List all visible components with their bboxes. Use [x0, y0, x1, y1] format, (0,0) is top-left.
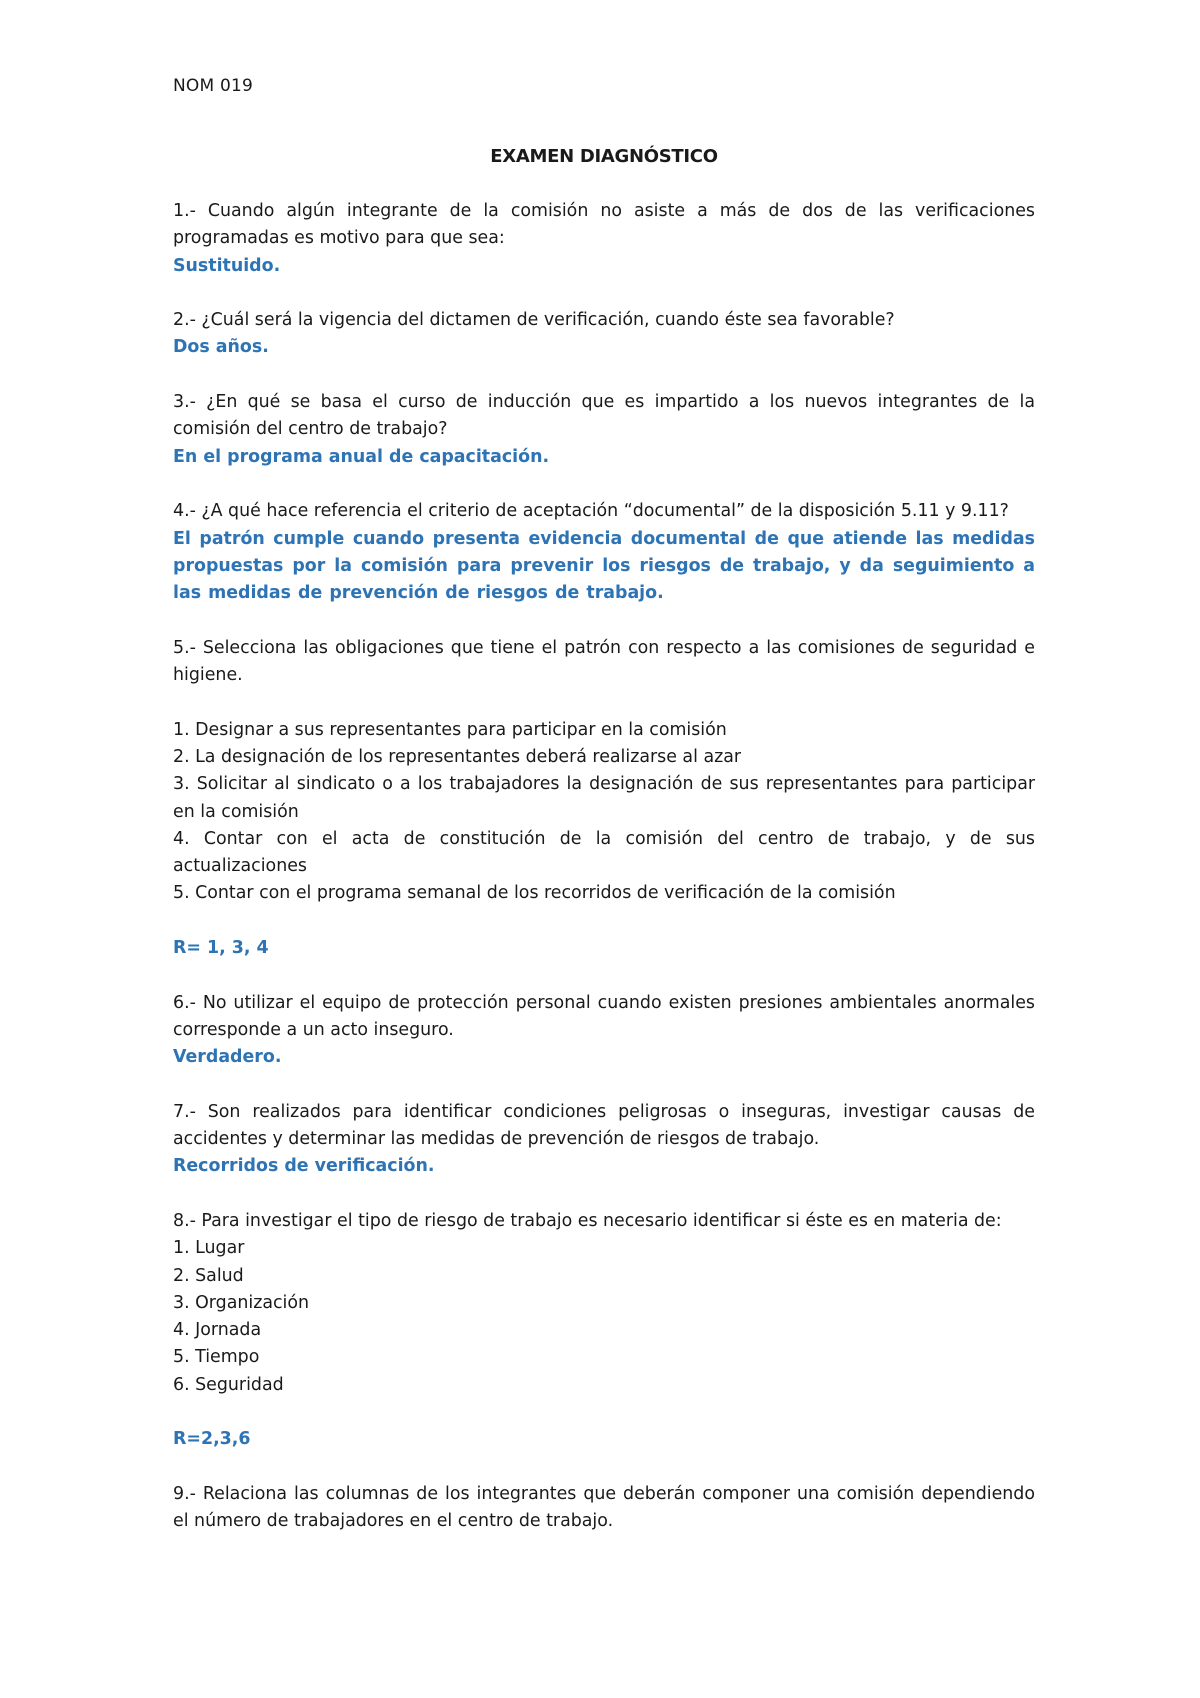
question-2: 2.- ¿Cuál será la vigencia del dictamen de verificación, cuando éste sea favorable? [173, 310, 895, 331]
document-header: NOM 019 [173, 76, 254, 96]
question-8: 8.- Para investigar el tipo de riesgo de trabajo es necesario identificar si éste es en materia de: [173, 1210, 1002, 1231]
question-6: 6.- No utilizar el equipo de protección personal cuando existen presiones ambientales anormales corresponde a un acto inseguro. [173, 992, 1035, 1040]
answer-1: Sustituido. [173, 255, 281, 276]
answer-2: Dos años. [173, 337, 269, 358]
question-4: 4.- ¿A qué hace referencia el criterio de aceptación “documental” de la disposición 5.11 y 9.11? [173, 501, 1009, 522]
question-7: 7.- Son realizados para identificar condiciones peligrosas o inseguras, investigar causas de accidentes y determinar las medidas de prevención de riesgos de trabajo. [173, 1101, 1035, 1150]
question-3: 3.- ¿En qué se basa el curso de inducción que es impartido a los nuevos integrantes de la comisión del centro de trabajo? [173, 392, 1035, 440]
option-5-2: 2. La designación de los representantes deberá realizarse al azar [173, 746, 742, 767]
answer-4: El patrón cumple cuando presenta evidencia documental de que atiende las medidas propuestas por la comisión para prevenir los riesgos de trabajo, y da seguimiento a las medidas de prevención de riesgos de trabajo. [173, 528, 1035, 604]
document-body [173, 198, 1035, 1536]
answer-6: Verdadero. [173, 1047, 282, 1068]
answer-7: Recorridos de verificación. [173, 1156, 435, 1177]
answer-5: R= 1, 3, 4 [173, 938, 269, 959]
document-page [173, 0, 1035, 1698]
answer-8: R=2,3,6 [173, 1429, 251, 1450]
option-8-4: 4. Jornada [173, 1320, 262, 1341]
option-5-3: 3. Solicitar al sindicato o a los trabajadores la designación de sus representantes para participar en la comisión [173, 774, 1035, 822]
option-8-1: 1. Lugar [173, 1238, 245, 1259]
option-8-2: 2. Salud [173, 1265, 244, 1286]
question-9: 9.- Relaciona las columnas de los integrantes que deberán componer una comisión dependiendo el número de trabajadores en el centro de trabajo. [173, 1483, 1035, 1532]
option-5-4: 4. Contar con el acta de constitución de la comisión del centro de trabajo, y de sus actualizaciones [173, 828, 1035, 877]
option-5-5: 5. Contar con el programa semanal de los recorridos de verificación de la comisión [173, 883, 896, 904]
page-title: EXAMEN DIAGNÓSTICO [490, 146, 718, 167]
option-8-6: 6. Seguridad [173, 1374, 284, 1395]
question-5: 5.- Selecciona las obligaciones que tiene el patrón con respecto a las comisiones de seguridad e higiene. [173, 637, 1035, 686]
answer-3: En el programa anual de capacitación. [173, 446, 550, 467]
option-8-3: 3. Organización [173, 1292, 310, 1313]
option-8-5: 5. Tiempo [173, 1347, 260, 1368]
question-1: 1.- Cuando algún integrante de la comisión no asiste a más de dos de las verificaciones programadas es motivo para que sea: [173, 201, 1035, 249]
option-5-1: 1. Designar a sus representantes para participar en la comisión [173, 719, 727, 740]
